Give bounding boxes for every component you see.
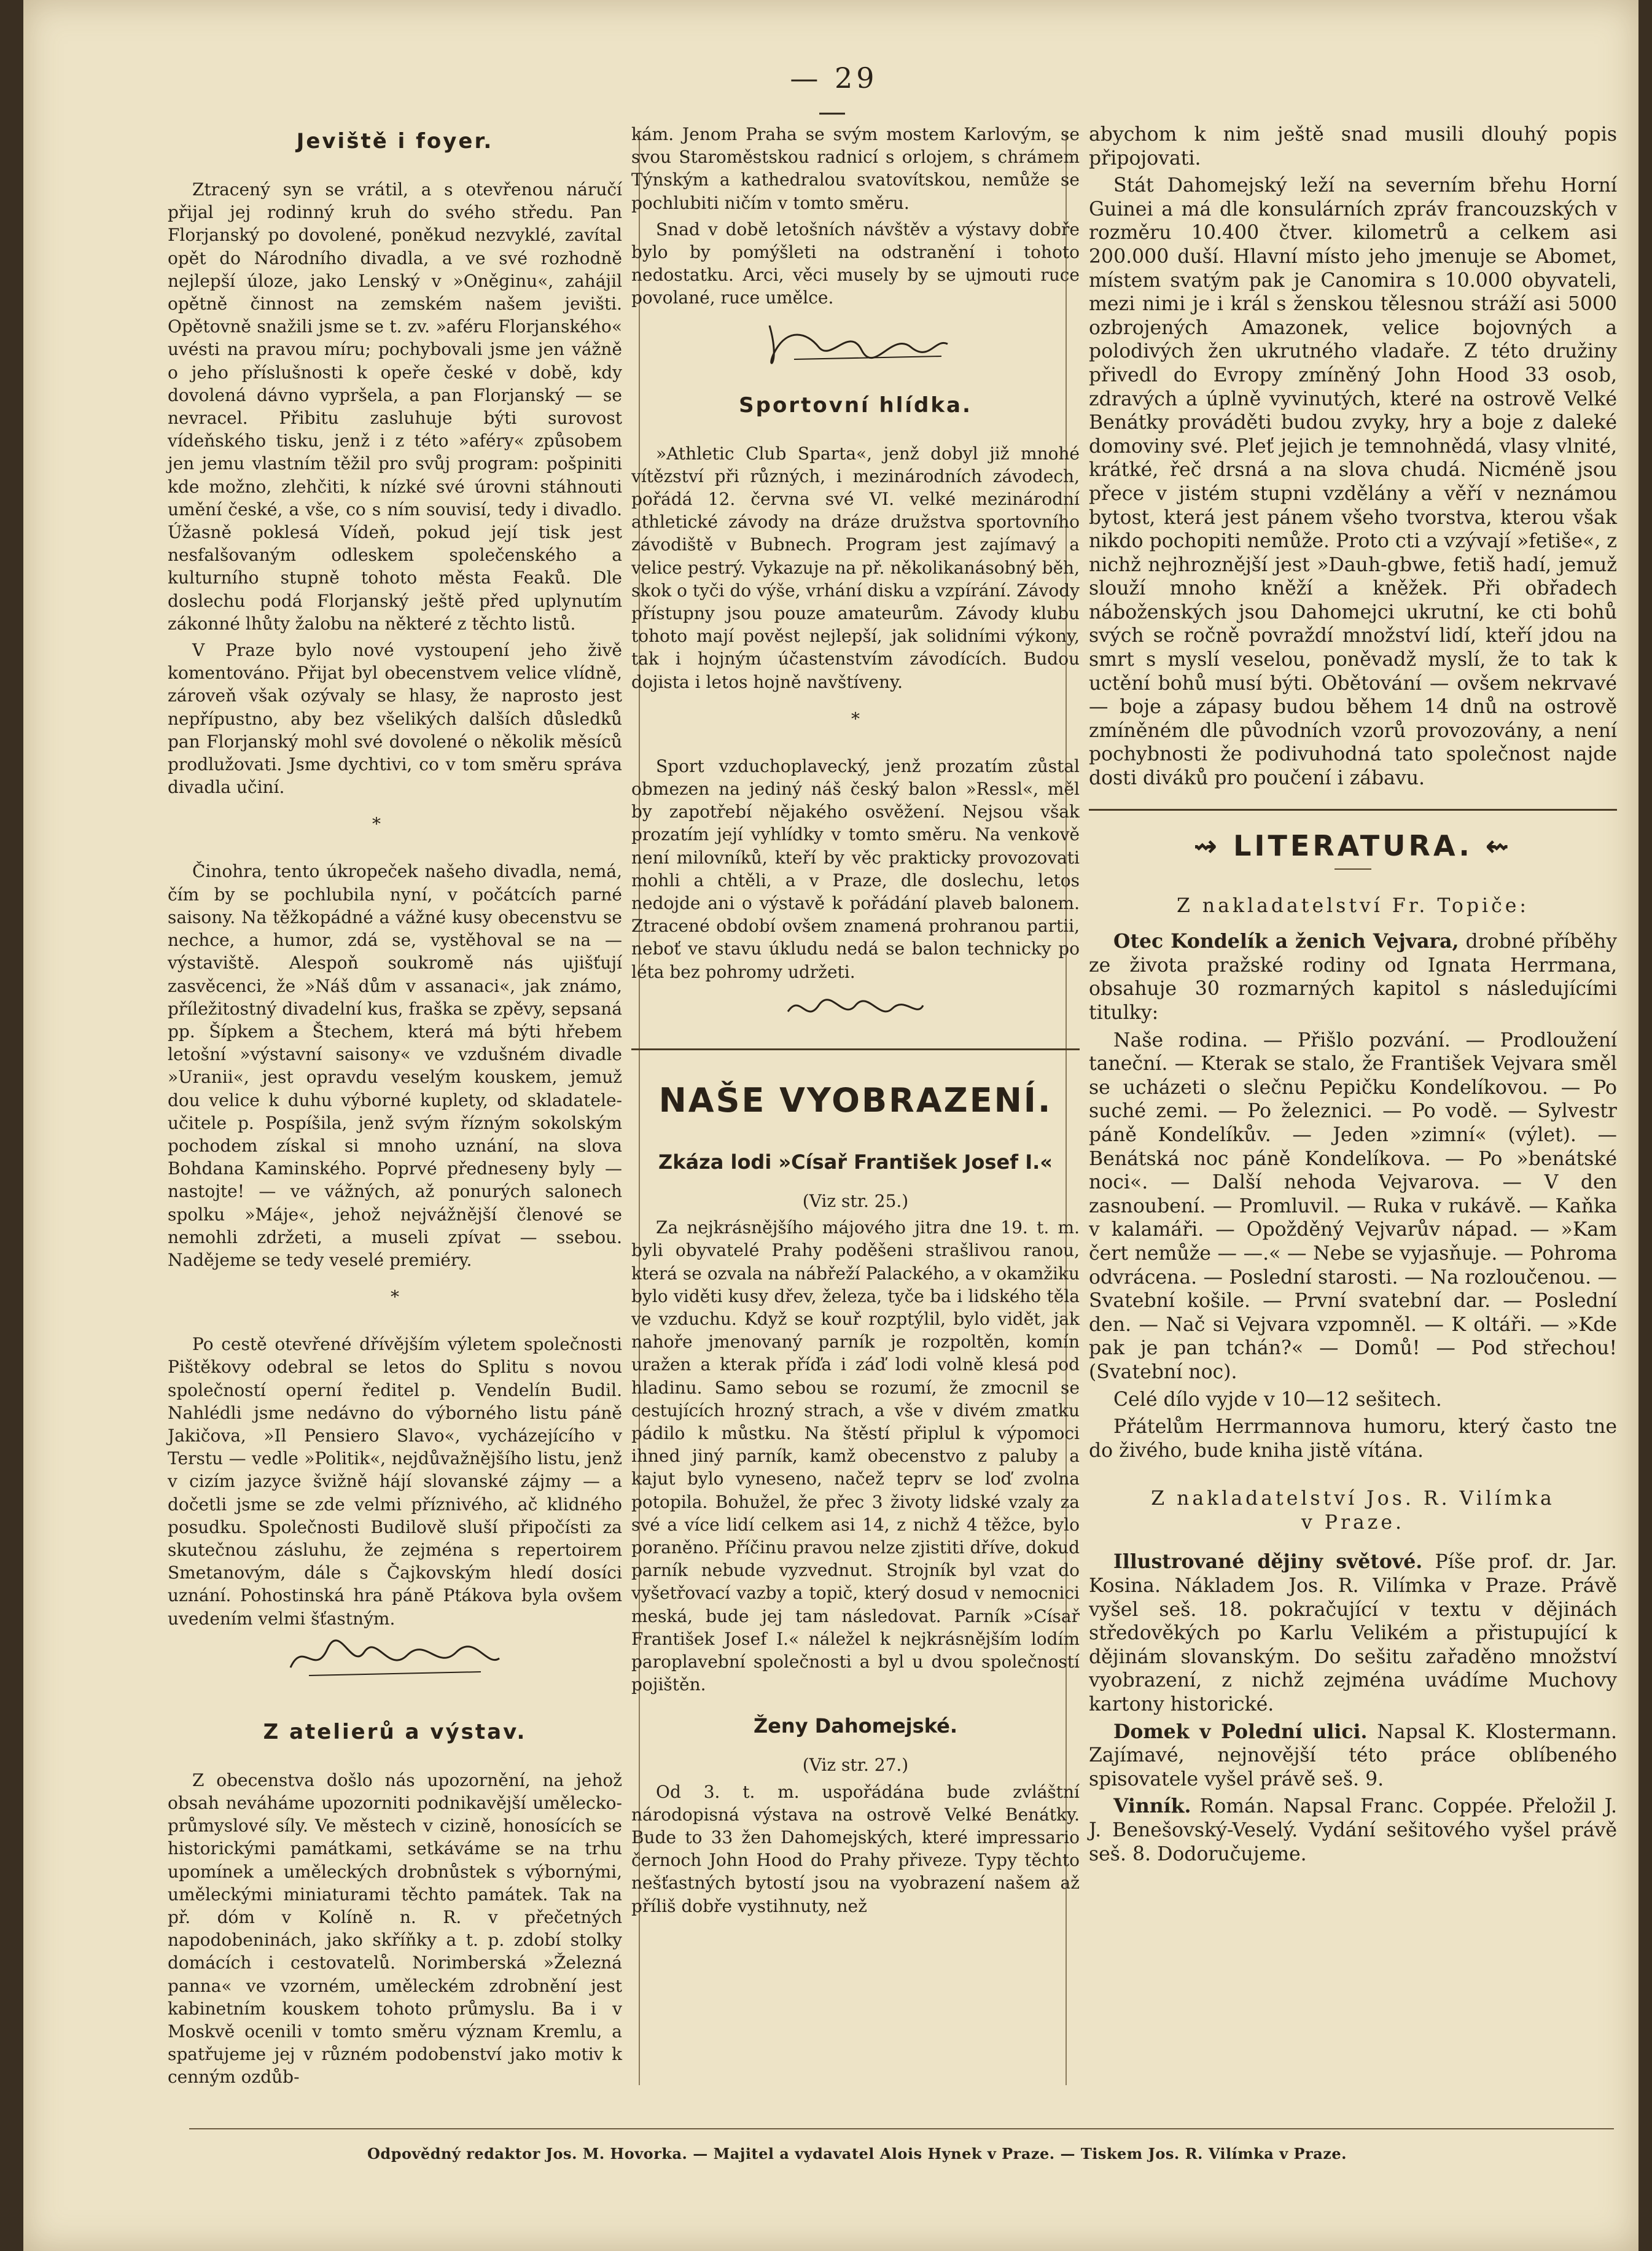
topic-chapter-list: Naše rodina. — Přišlo pozvání. — Prodloužení taneční. — Kterak se stalo, že František Vejvara směl se ucházeti o slečnu Pepičku Kondelíkovou. — Po suché zemi. — Po železnici. — Po vodě. — Sylvestr páně Kondelíkův. — Jeden »zimní« (výlet). — Benátská noc páně Kondelíkova. — Po »benátské noci«. — Další nehoda Vejvarova. — V den zasnoubení. — Promluvil. — Ruka v rukávě. — Kaňka v kalamáři. — Opožděný Vejvarův nápad. — »Kam čert nemůže — —.« — Nebe se vyjasňuje. — Pohroma odvrácena. — Poslední starosti. — Na rozloučenou. — Svatební košile. — První svatební dar. — Poslední den. — Nač si Vejvara vzpomněl. — K oltáři. — »Kde pak je pan tchán?« — Domů! — Pod střechou! (Svatební noc).	[1089, 1029, 1617, 1383]
atelieru-continuation: kám. Jenom Praha se svým mostem Karlovým, se svou Staroměstskou radnicí s orlojem, s chrámem Týnským a kathedralou svatovítskou, nemůže se pochlubiti ničím v tomto směru.	[631, 124, 1080, 213]
literatura-heading: ⇝ LITERATURA. ⇜	[1193, 829, 1513, 862]
column-3	[1089, 123, 1617, 1870]
atelieru-paragraph-1: Z obecenstva došlo nás upozornění, na jehož obsah neváháme upozorniti podnikavější umělecko-průmyslové síly. Ve městech v cizině, honosících se historickými památkami, setkáváme se na trhu upomínek a uměleckých drobnůstek s výbornými, uměleckými miniaturami těchto památek. Tak na př. dóm v Kolíně n. R. v přečetných napodobeninách, jako skříňky a t. p. zdobí stolky domácích i cestovatelů. Norimberská »Železná panna« ve vzorném, uměleckém zdrobnění jest kabinetním kouskem tohoto průmyslu. Ba i v Moskvě ocenili v tomto směru význam Kremlu, a spatřujeme jej v různém podobenství jako motiv k cenným ozdůb-	[168, 1769, 622, 2088]
zeny-reference: (Viz str. 27.)	[802, 1755, 909, 1776]
vilimek-book-1-text: Píše prof. dr. Jar. Kosina. Nákladem Jos. R. Vilímka v Praze. Právě vyšel seš. 18. pokračující v textu v dějinách středověkých po Karlu Velikém a přistupující k dějinám slovanským. Do sešitu zařaděno množství vyobrazení, z nichž zejména uvádíme Muchovy kartony historické.	[1089, 1551, 1617, 1716]
column-2	[631, 123, 1080, 1921]
vilimek-publisher: Z nakladatelství Jos. R. Vilímka	[1151, 1488, 1555, 1510]
signature-hrnatek	[782, 987, 929, 1030]
atelieru-paragraph-2: Snad v době letošních návštěv a výstavy dobře bylo by pomýšleti na odstranění i tohoto nedostatku. Arci, věci musely by se ujmouti ruce povolané, ruce umělce.	[631, 219, 1080, 308]
vilimek-book-2-text: Napsal K. Klostermann. Zajímavé, nejnovější této práce oblíbeného spisovatele vyšel právě seš. 9.	[1089, 1720, 1617, 1790]
vilimek-city: v Praze.	[1301, 1511, 1405, 1534]
topic-description: drobné příběhy ze života pražské rodiny od Ignata Herrmana, obsahuje 30 rozmarných kapitol s následujícími titulky:	[1089, 930, 1618, 1024]
topic-book-title: Otec Kondelík a ženich Vejvara,	[1113, 930, 1459, 953]
zeny-continuation: abychom k nim ještě snad musili dlouhý popis připojovati.	[1089, 123, 1617, 170]
topic-recommendation: Přátelům Herrmannova humoru, který často tne do živého, bude kniha jistě vítána.	[1089, 1416, 1617, 1462]
signature-kazimir	[284, 1634, 505, 1683]
section-stars-2: *	[391, 1287, 399, 1308]
jeviste-heading: Jeviště i foyer.	[296, 129, 494, 154]
vilimek-book-2-title: Domek v Polední ulici.	[1113, 1720, 1368, 1743]
sport-paragraph-1: »Athletic Club Sparta«, jenž dobyl již mnohé vítězství při různých, i mezinárodních závodech, pořádá 12. června své VI. velké mezinárodní athletické závody na dráze družstva sportovního závodiště v Bubnech. Program jest zajímavý a velice pestrý. Vykazuje na př. několikanásobný běh, skok o tyči do výše, vrhání disku a vzpírání. Závody přístupny jsou pouze amateurům. Závody klubu tohoto mají pověst nejlepší, jak solidními výkony, tak i hojným účastenstvím závodících. Budou dojista i letos hojně navštíveny.	[631, 443, 1080, 692]
topic-publisher: Z nakladatelství Fr. Topiče:	[1176, 894, 1530, 917]
page-number: — 29 —	[790, 61, 878, 128]
zeny-heading: Ženy Dahomejské.	[754, 1714, 957, 1738]
atelieru-heading: Z atelierů a výstav.	[263, 1719, 527, 1744]
ornament-left-icon: ⇝	[1193, 829, 1234, 862]
zeny-paragraph-1: Od 3. t. m. uspořádána bude zvláštní národopisná výstava na ostrově Velké Benátky. Bude to 33 žen Dahomejských, které impressario černoch John Hood do Prahy přiveze. Typy těchto nešťastných bytostí jsou na vyobrazení našem až příliš dobře vystihnuty, než	[631, 1781, 1080, 1916]
signature-jan-zerka	[757, 313, 954, 375]
zkaza-heading: Zkáza lodi »Císař František Josef I.«	[658, 1150, 1053, 1174]
obrazy-heading: NAŠE VYOBRAZENÍ.	[658, 1080, 1053, 1120]
ornament-right-icon: ⇜	[1472, 829, 1513, 862]
sport-heading: Sportovní hlídka.	[739, 392, 972, 418]
jeviste-paragraph-4: Po cestě otevřené dřívějším výletem společnosti Pištěkovy odebral se letos do Splitu s novou společností operní ředitel p. Vendelín Budil. Nahlédli jsme nedávno do výborného listu páně Jakičova, »Il Pensiero Slavo«, vycházejícího v Terstu — vedle »Politik«, nejdůvažnějšího listu, jenž v cizím jazyce švižně hájí slovanské zájmy — a dočetli jsme se zde velmi příznivého, ač klidného posudku. Společnosti Budilově sluší připočísti za skutečnou zásluhu, že zejména s repertoirem Smetanovým, dále s Čajkovským hledí dosíci uznání. Pohostinská hra páně Ptákova byla ovšem uvedením velmi šťastným.	[168, 1334, 622, 1629]
section-stars-3: *	[851, 708, 860, 729]
footer-rule	[189, 2128, 1614, 2129]
literatura-short-rule	[1334, 868, 1371, 870]
imprint-footer: Odpovědný redaktor Jos. M. Hovorka. — Majitel a vydavatel Alois Hynek v Praze. — Tiskem Jos. R. Vilímka v Praze.	[367, 2145, 1347, 2163]
section-divider	[631, 1048, 1080, 1050]
zeny-paragraph-2: Stát Dahomejský leží na severním břehu Horní Guinei a má dle konsulárních zpráv francouzských v rozměru 10.400 čtver. kilometrů a celkem asi 200.000 duší. Hlavní místo jeho jmenuje se Abomet, místem svatým pak je Canomira s 10.000 obyvateli, mezi nimi je i král s ženskou tělesnou stráží asi 5000 ozbrojených Amazonek, velice bojovných a polodivých žen ukrutného vladaře. Z této družiny přivedl do Evropy zmíněný John Hood 33 osob, zdravých a úplně vyvinutých, které na ostrově Velké Benátky prováděti budou zvyky, hry a boje z daleké domoviny své. Pleť jejich je temnohnědá, vlasy vlnité, krátké, řeč drsná a na slova chudá. Nicméně jsou přece v jistém stupni vzdělány a věří v neznámou bytost, která jest pánem všeho tvorstva, kterou však nikdo pochopiti nemůže. Proto cti a vzývají »fetiše«, z nichž nejhroznější jest »Dauh-gbwe, fetiš hadí, jemuž slouží mnoho kněží a kněžek. Při obřadech náboženských jsou Dahomejci ukrutní, ke cti bohů svých se ročně povraždí množství lidí, kteří jdou na smrt s myslí veselou, poněvadž myslí, že to tak k uctění bohů musí býti. Obětování — ovšem nekrvavé — boje a zápasy budou během 14 dnů na ostrově zmíněném dle původních vzorů provozovány, a není pochybnosti že podivuhodná tato společnost najde dosti diváků pro poučení i zábavu.	[1089, 174, 1617, 790]
jeviste-paragraph-1: Ztracený syn se vrátil, a s otevřenou náručí přijal jej rodinný kruh do svého středu. Pan Florjanský po dovolené, poněkud nezvyklé, zavítal opět do Národního divadla, a ve své rozhodně nejlepší úloze, jako Lenský v »Oněginu«, zahájil opětně činnost na zemském našem jevišti. Opětovně snažili jsme se t. zv. »aféru Florjanského« uvésti na pravou míru; pochybovali jsme jen vážně o jeho příslušnosti k opeře české v době, kdy dovolená dávno vypršela, a pan Florjanský — se nevracel. Přibitu zasluhuje býti surovost vídeňského tisku, jenž i z této »aféry« způsobem jen jemu vlastním těžil pro svůj program: pošpiniti kde možno, zlehčiti, k nízké své úrovni stáhnouti umění české, a vše, co s ním souvisí, tedy i divadlo. Úžasně poklesá Vídeň, pokud její tisk jest nesfalšovaným odleskem společenského a kulturního stupně tohoto města Feaků. Dle doslechu podá Florjanský ještě před uplynutím zákonné lhůty žalobu na některé z těchto listů.	[168, 179, 622, 634]
column-1	[168, 123, 622, 2093]
zkaza-paragraph: Za nejkrásnějšího májového jitra dne 19. t. m. byli obyvatelé Prahy poděšeni strašlivou ranou, která se ozvala na nábřeží Palackého, a v okamžiku bylo viděti kusy dřev, železa, tyče ba i lidského těla ve vzduchu. Když se kouř rozptýlil, bylo vidět, jak nahoře jmenovaný parník je rozpoltěn, komín uražen a kterak příďa i záď lodi volně klesá pod hladinu. Samo sebou se rozumí, že zmocnil se cestujících hrozný strach, a vše v divém zmatku pádilo k můstku. Na štěstí připlul k výpomoci ihned jiný parník, kamž obecenstvo z paluby a kajut bylo vyneseno, načež teprv se loď zvolna potopila. Bohužel, že přec 3 životy lidské vzaly za své a více lidí celkem asi 14, z nichž 4 těžce, bylo poraněno. Příčinu pravou nelze zjistiti dříve, dokud parník nebude vyzvednut. Strojník byl vzat do vyšetřovací vazby a topič, který dosud v nemocnici meská, bude jej tam následovat. Parník »Císař František Josef I.« náležel k nejkrásnějším lodím paroplavební společnosti a byl u dvou společností pojištěn.	[631, 1217, 1080, 1695]
zkaza-reference: (Viz str. 25.)	[802, 1190, 909, 1211]
vilimek-book-1-title: Illustrované dějiny světové.	[1113, 1550, 1423, 1574]
literatura-divider	[1089, 809, 1617, 811]
jeviste-paragraph-3: Činohra, tento úkropeček našeho divadla, nemá, čím by se pochlubila nyní, v počátcích parné saisony. Na těžkopádné a vážné kusy obecenstvu se nechce, a humor, zdá se, vystěhoval se na — výstaviště. Alespoň soukromě nás ujišťují zasvěcenci, že »Náš dům v assanaci«, jak známo, příležitostný divadelní kus, fraška se zpěvy, sepsaná pp. Šípkem a Štechem, která má býti hřebem letošní »výstavní saisony« ve vzdušném divadle »Uranii«, jest opravdu veselým kouskem, jemuž dou velice k duhu výborné kuplety, od skladatele-učitele p. Pospíšila, jenž svým řízným sokolským pochodem získal si mnoho uznání, na slova Bohdana Kaminského. Poprvé předneseny byly — nastojte! — ve vážných, až ponurých salonech spolku »Máje«, jehož nejvážnější členové se nemohli zdržeti, a museli zpívat — ssebou. Nadějeme se tedy veselé premiéry.	[168, 861, 622, 1270]
vilimek-book-3-title: Vinník.	[1113, 1795, 1191, 1818]
jeviste-paragraph-2: V Praze bylo nové vystoupení jeho živě komentováno. Přijat byl obecenstvem velice vlídně, zároveň však ozývaly se hlasy, že naprosto jest nepřípustno, aby bez všelikých dalších důsledků pan Florjanský mohl své dovolené o několik měsíců prodlužovati. Jsme dychtivi, co v tom směru správa divadla učiní.	[168, 640, 622, 798]
topic-issues: Celé dílo vyjde v 10—12 sešitech.	[1113, 1388, 1442, 1411]
sport-paragraph-2: Sport vzduchoplavecký, jenž prozatím zůstal obmezen na jediný náš český balon »Ressl«, měl by zapotřebí nějakého osvěžení. Nejsou však prozatím její vyhlídky v tomto směru. Na venkově není milovníků, kteří by věc prakticky provozovati mohli a chtěli, a v Praze, dle doslechu, letos nedojde ani o výstavě k pořádání plaveb balonem. Ztracené období ovšem znamená prohranou partii, neboť ve stavu úkludu nedá se balon technicky po léta bez pohromy udržeti.	[631, 755, 1080, 982]
section-stars-1: *	[372, 814, 418, 835]
newspaper-page	[23, 0, 1638, 2251]
vilimek-book-3-text: Román. Napsal Franc. Coppée. Přeložil J. J. Benešovský-Veselý. Vydání sešitového vyšel právě seš. 8. Dodoručujeme.	[1089, 1795, 1617, 1865]
